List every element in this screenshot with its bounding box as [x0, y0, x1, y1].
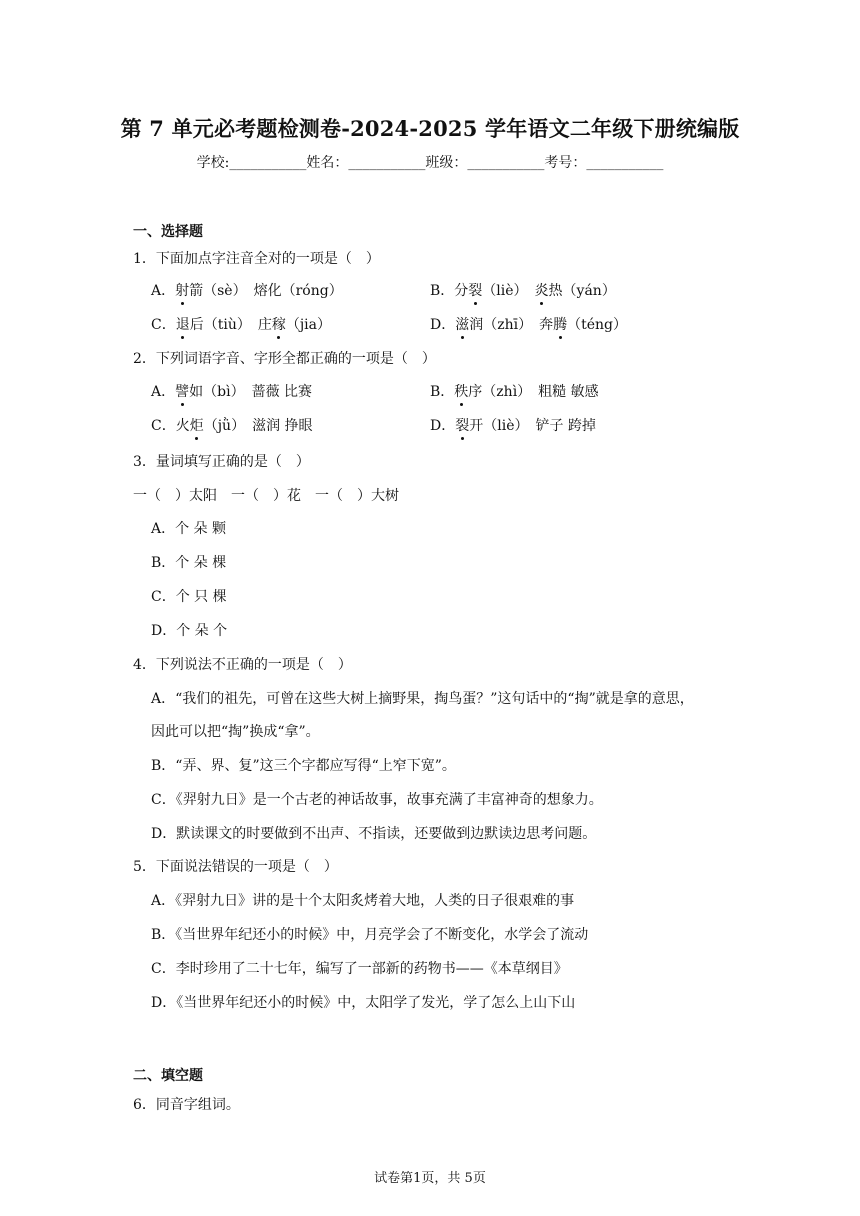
question-3-option-c: C．个 只 棵 [151, 589, 227, 605]
exam-title: 第 7 单元必考题检测卷-2024-2025 学年语文二年级下册统编版 [120, 116, 740, 141]
question-1-option-d: D．滋润（zhī） 奔腾（téng） [430, 314, 627, 334]
question-4-option-b: B．“弄、界、复”这三个字都应写得“上窄下宽”。 [151, 758, 456, 774]
emphasis-dot-char: 炎 [535, 280, 549, 300]
question-2-option-b: B．秩序（zhì） 粗糙 敏感 [430, 381, 599, 401]
question-5-option-a: A．《羿射九日》讲的是十个太阳炙烤着大地，人类的日子很艰难的事 [151, 893, 575, 909]
name-field: 姓名：___________ [306, 155, 426, 171]
emphasis-dot-char: 稼 [272, 314, 286, 334]
question-4-stem: 4．下列说法不正确的一项是（ ） [133, 657, 352, 673]
number-field: 考号：___________ [544, 155, 664, 171]
question-1-option-b: B．分裂（liè） 炎热（yán） [430, 280, 616, 300]
question-3-option-d: D．个 朵 个 [151, 623, 228, 639]
question-1-stem: 1．下面加点字注音全对的一项是（ ） [133, 251, 380, 267]
emphasis-dot-char: 裂 [455, 415, 469, 435]
question-1-option-a: A．射箭（sè） 熔化（róng） [151, 280, 343, 300]
question-3-option-b: B．个 朵 棵 [151, 555, 227, 571]
page-footer: 试卷第1页，共 5页 [374, 1171, 486, 1186]
question-5-stem: 5．下面说法错误的一项是（ ） [133, 859, 338, 875]
question-2-option-d: D．裂开（liè） 铲子 跨掉 [430, 415, 596, 435]
student-info-line [0, 152, 860, 172]
question-3-blank-line: 一（ ）太阳 一（ ）花 一（ ）大树 [133, 488, 399, 504]
question-2-option-c: C．火炬（jǜ） 滋润 挣眼 [151, 415, 313, 435]
question-4-option-a-line2: 因此可以把“掏”换成“拿”。 [151, 724, 320, 740]
question-4-option-d: D．默读课文的时要做到不出声、不指读，还要做到边默读边思考问题。 [151, 826, 597, 842]
emphasis-dot-char: 退 [176, 314, 190, 334]
question-4-option-c: C．《羿射九日》是一个古老的神话故事，故事充满了丰富神奇的想象力。 [151, 792, 603, 808]
question-6-stem: 6．同音字组词。 [133, 1097, 240, 1113]
emphasis-dot-char: 射 [175, 280, 189, 300]
school-field: 学校:___________ [196, 155, 307, 171]
emphasis-dot-char: 滋 [455, 314, 469, 334]
emphasis-dot-char: 譬 [175, 381, 189, 401]
question-1-option-c: C．退后（tiù） 庄稼（jia） [151, 314, 331, 334]
question-5-option-c: C．李时珍用了二十七年，编写了一部新的药物书——《本草纲目》 [151, 961, 568, 977]
question-3-stem: 3．量词填写正确的是（ ） [133, 454, 310, 470]
emphasis-dot-char: 裂 [468, 280, 482, 300]
section-choice-heading: 一、选择题 [133, 224, 203, 240]
question-5-option-b: B．《当世界年纪还小的时候》中，月亮学会了不断变化，水学会了流动 [151, 927, 589, 943]
emphasis-dot-char: 腾 [553, 314, 567, 334]
emphasis-dot-char: 秩 [454, 381, 468, 401]
question-4-option-a-line1: A．“我们的祖先，可曾在这些大树上摘野果，掏鸟蛋？”这句话中的“掏”就是拿的意思， [151, 691, 694, 707]
question-3-option-a: A．个 朵 颗 [151, 521, 227, 537]
question-2-stem: 2．下列词语字音、字形全都正确的一项是（ ） [133, 351, 436, 367]
question-2-option-a: A．譬如（bì） 蔷薇 比赛 [151, 381, 312, 401]
class-field: 班级：___________ [425, 155, 545, 171]
section-fill-heading: 二、填空题 [133, 1068, 203, 1084]
question-5-option-d: D．《当世界年纪还小的时候》中，太阳学了发光，学了怎么上山下山 [151, 995, 576, 1011]
emphasis-dot-char: 炬 [190, 415, 204, 435]
